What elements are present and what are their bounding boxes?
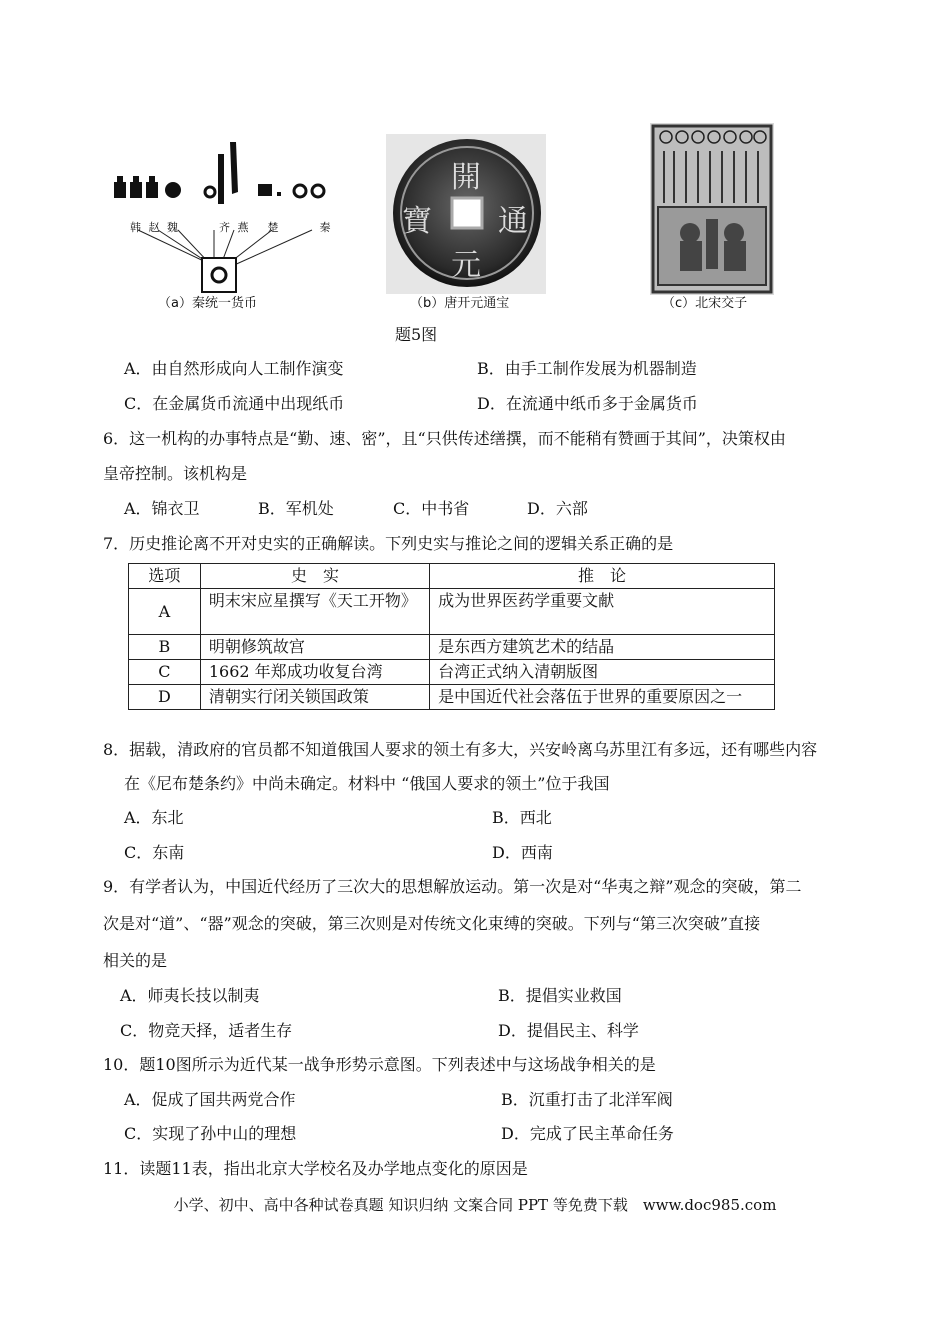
row-inference: 是东西方建筑艺术的结晶: [430, 635, 775, 660]
header-inference: 推 论: [430, 564, 775, 589]
row-inference: 是中国近代社会落伍于世界的重要原因之一: [430, 685, 775, 710]
header-option: 选项: [129, 564, 201, 589]
coin-char-left: 寶: [402, 204, 432, 239]
q8-option-d: D．西南: [492, 843, 553, 862]
figure-a-label: （a）秦统一货币: [158, 296, 257, 311]
header-fact: 史 实: [200, 564, 429, 589]
q8-option-b: B．西北: [492, 808, 552, 827]
q6-option-d: D．六部: [527, 499, 588, 518]
q10-option-a: A．促成了国共两党合作: [124, 1090, 296, 1109]
row-option: D: [129, 685, 201, 710]
q9-option-a: A．师夷长技以制夷: [120, 986, 260, 1005]
table-row: [129, 685, 775, 710]
q9-stem-line3: 相关的是: [103, 951, 168, 970]
q10-option-b: B．沉重打击了北洋军阀: [501, 1090, 673, 1109]
row-inference: 台湾正式纳入清朝版图: [430, 660, 775, 685]
table-row: [129, 660, 775, 685]
coin-char-bottom: 元: [451, 248, 481, 283]
q8-option-a: A．东北: [124, 808, 184, 827]
q6-stem-line2: 皇帝控制。该机构是: [103, 464, 248, 483]
state-wei: 魏: [167, 221, 180, 234]
q5-option-a: A．由自然形成向人工制作演变: [124, 359, 344, 378]
state-qi: 齐: [219, 221, 232, 234]
q8-stem-line2: 在《尼布楚条约》中尚未确定。材料中 “俄国人要求的领土”位于我国: [124, 774, 610, 793]
row-inference: 成为世界医药学重要文献: [430, 589, 775, 635]
row-option: A: [129, 589, 201, 635]
state-chu: 楚: [267, 221, 281, 234]
table-header-row: [129, 564, 775, 589]
q10-option-d: D．完成了民主革命任务: [501, 1124, 674, 1143]
q10-option-c: C．实现了孙中山的理想: [124, 1124, 297, 1143]
q7-table: [128, 563, 775, 710]
state-zhao: 赵: [148, 221, 162, 234]
row-fact: 1662 年郑成功收复台湾: [200, 660, 429, 685]
q7-stem: 7．历史推论离不开对史实的正确解读。下列史实与推论之间的逻辑关系正确的是: [103, 534, 674, 553]
figure-5-caption: 题5图: [395, 325, 438, 344]
state-labels: [130, 219, 333, 235]
q9-option-c: C．物竞天择，适者生存: [120, 1021, 293, 1040]
figure-b-label: （b）唐开元通宝: [410, 296, 510, 311]
q8-stem-line1: 8．据载，清政府的官员都不知道俄国人要求的领土有多大，兴安岭离乌苏里江有多远，还有哪些内容: [103, 740, 818, 759]
q11-stem: 11．读题11表，指出北京大学校名及办学地点变化的原因是: [103, 1159, 528, 1178]
row-option: C: [129, 660, 201, 685]
q5-option-c: C．在金属货币流通中出现纸币: [124, 394, 345, 413]
jiaozi-banknote-icon: [650, 123, 774, 295]
table-row: [129, 635, 775, 660]
state-yan: 燕: [237, 221, 251, 234]
row-fact: 明末宋应星撰写《天工开物》: [200, 589, 429, 635]
q6-stem-line1: 6．这一机构的办事特点是“勤、速、密”，且“只供传述缮撰，而不能稍有赞画于其间”，决策权由: [103, 429, 786, 448]
q6-option-c: C．中书省: [393, 499, 470, 518]
coin-char-top: 開: [451, 160, 481, 195]
q10-stem: 10．题10图所示为近代某一战争形势示意图。下列表述中与这场战争相关的是: [103, 1055, 656, 1074]
page-footer: 小学、初中、高中各种试卷真题 知识归纳 文案合同 PPT 等免费下载 www.doc985.com: [173, 1196, 777, 1214]
q5-option-d: D．在流通中纸币多于金属货币: [477, 394, 698, 413]
row-option: B: [129, 635, 201, 660]
row-fact: 清朝实行闭关锁国政策: [200, 685, 429, 710]
table-row: [129, 589, 775, 635]
q8-option-c: C．东南: [124, 843, 185, 862]
q5-option-b: B．由手工制作发展为机器制造: [477, 359, 697, 378]
figure-c-label: （c）北宋交子: [662, 296, 748, 311]
q6-option-b: B．军机处: [258, 499, 334, 518]
q9-option-d: D．提倡民主、科学: [498, 1021, 639, 1040]
q9-stem-line1: 9．有学者认为，中国近代经历了三次大的思想解放运动。第一次是对“华夷之辩”观念的突破，第二: [103, 877, 802, 896]
coin-char-right: 通: [498, 204, 528, 239]
q9-option-b: B．提倡实业救国: [498, 986, 622, 1005]
row-fact: 明朝修筑故宫: [200, 635, 429, 660]
state-han: 韩: [130, 221, 143, 234]
state-qin: 秦: [319, 221, 333, 234]
q9-stem-line2: 次是对“道”、“器”观念的突破，第三次则是对传统文化束缚的突破。下列与“第三次突破”直接: [103, 914, 761, 933]
q6-option-a: A．锦衣卫: [124, 499, 200, 518]
